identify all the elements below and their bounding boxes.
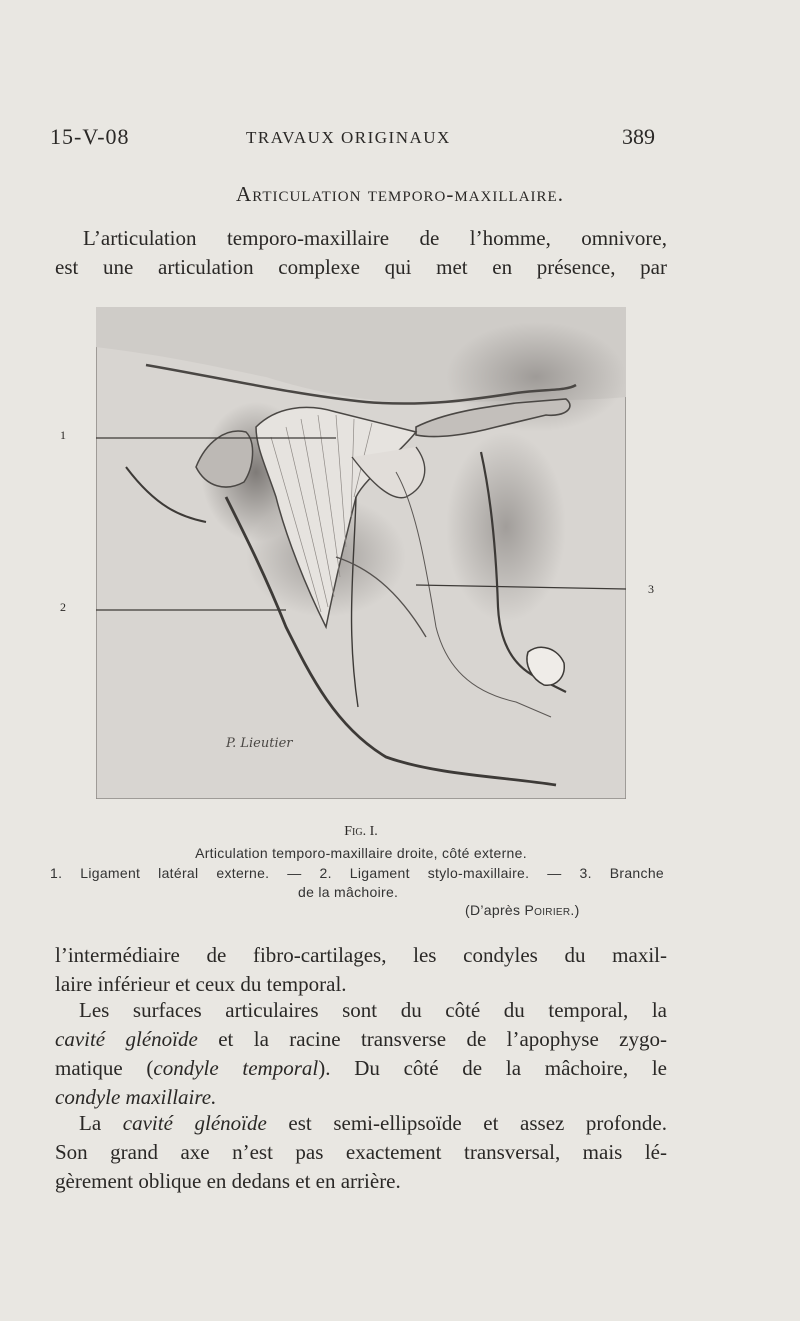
- source-suffix: .): [570, 902, 580, 918]
- term-cavite-glenoide: cavité glénoïde: [55, 1027, 198, 1051]
- header-section: TRAVAUX ORIGINAUX: [246, 128, 451, 147]
- source-author: Poirier: [524, 902, 571, 918]
- figure-source: [465, 902, 580, 918]
- paragraph-3: [55, 1109, 667, 1196]
- p2-line-2: [55, 1025, 667, 1054]
- figure-label-2: 2: [60, 600, 66, 614]
- intro-line-1: L’articulation temporo-maxillaire de l’homme, omnivore,: [83, 226, 667, 250]
- figure-label-3: 3: [648, 582, 654, 596]
- page-number: 389: [622, 124, 655, 149]
- p2-line-3: [55, 1054, 667, 1083]
- p2-line-2-rest: et la racine transverse de l’apophyse zygo-: [197, 1027, 667, 1051]
- caption-line-2: 1. Ligament latéral externe. — 2. Ligament stylo-maxillaire. — 3. Branche: [50, 865, 664, 881]
- intro-line-2: est une articulation complexe qui met en présence, par: [55, 255, 667, 279]
- term-condyle-maxillaire: condyle maxillaire.: [55, 1085, 217, 1109]
- source-prefix: (D’après: [465, 902, 525, 918]
- p3-line-3: gèrement oblique en dedans et en arrière.: [55, 1169, 401, 1193]
- caption-line-3: de la mâchoire.: [298, 884, 399, 900]
- section-title: Articulation temporo-maxillaire.: [236, 182, 564, 206]
- p2-line-1: Les surfaces articulaires sont du côté du temporal, la: [79, 998, 667, 1022]
- paragraph-2: [55, 996, 667, 1112]
- term-condyle-temporal: condyle temporal: [153, 1056, 319, 1080]
- figure-title: Fig. I.: [344, 824, 378, 839]
- header-date: 15-V-08: [50, 124, 130, 149]
- p1-line-2: laire inférieur et ceux du temporal.: [55, 972, 347, 996]
- paragraph-1: [55, 941, 667, 999]
- artist-signature: P. Lieutier: [226, 736, 293, 751]
- p3-line-1-start: La: [79, 1111, 123, 1135]
- p2-line-3-rest: ). Du côté de la mâchoire, le: [318, 1056, 668, 1080]
- caption-line-1: Articulation temporo-maxillaire droite, côté externe.: [195, 845, 527, 861]
- term-cavite-glenoide-2: cavité glénoïde: [122, 1111, 267, 1135]
- p3-line-1-rest: est semi-ellipsoïde et assez profonde.: [266, 1111, 667, 1135]
- p3-line-1: [55, 1109, 667, 1138]
- p3-line-2: Son grand axe n’est pas exactement transversal, mais lé-: [55, 1140, 667, 1164]
- p1-line-1: l’intermédiaire de fibro-cartilages, les condyles du maxil-: [55, 943, 667, 967]
- figure-label-1: 1: [60, 428, 66, 442]
- anatomical-illustration: [96, 307, 626, 799]
- intro-paragraph: [55, 224, 667, 282]
- p2-line-3-start: matique (: [55, 1056, 154, 1080]
